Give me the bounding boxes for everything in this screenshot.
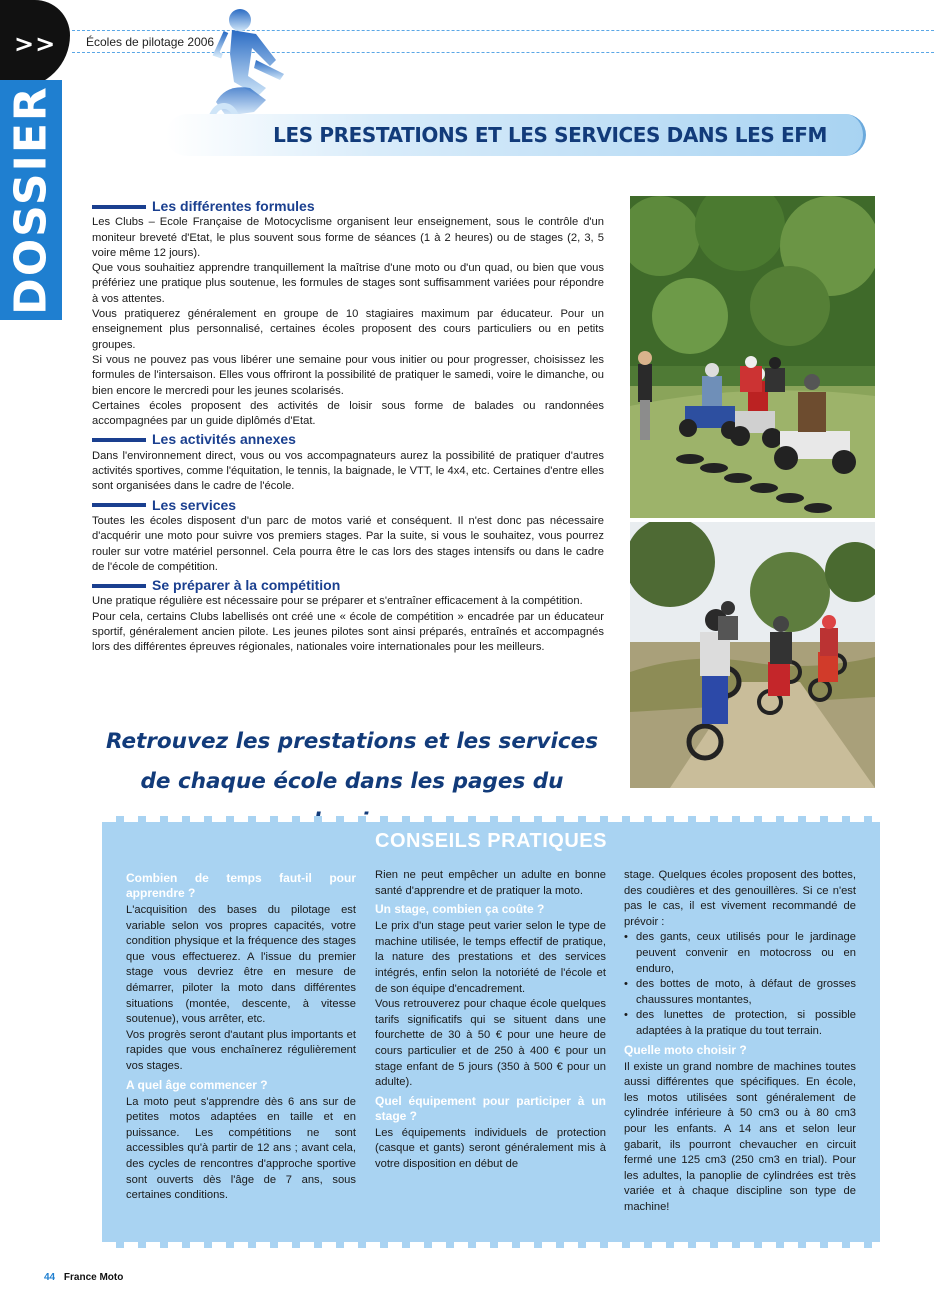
heading-rule xyxy=(92,503,146,507)
paragraph: Dans l'environnement direct, vous ou vos accompagnateurs aurez la possibilité de pratiquer d'autres activités sportives, comme l'équitation, le tennis, la baignade, le VTT, le 4x4, etc. Certaines d'entre elles sont organisées dans le cadre de l'école. xyxy=(92,449,604,493)
paragraph: Les Clubs – Ecole Française de Motocyclisme organisent leur enseignement, sous le contrôle d'un moniteur breveté d'Etat, le plus souvent sous forme de séances (1 à 2 heures) ou de stages (2, 3, 5 voire même 12 jours). xyxy=(92,216,604,259)
section-title: Les différentes formules xyxy=(152,198,315,214)
dossier-tab xyxy=(0,80,62,320)
tips-paragraph: Rien ne peut empêcher un adulte en bonne santé d'apprendre et de pratiquer la moto. xyxy=(375,869,606,897)
tips-question: A quel âge commencer ? xyxy=(126,1077,268,1092)
quad-group-photo xyxy=(630,196,875,518)
paragraph: Pour cela, certains Clubs labellisés ont créé une « école de compétition » encadrée par un éducateur sportif, généralement ancien pilote. Les jeunes pilotes sont ainsi préparés, entraînés et accompagnés lors des différentes épreuves régionales, nationales voire internationales pour les meilleurs. xyxy=(92,610,604,654)
tips-column-2 xyxy=(375,868,606,1173)
practical-tips-title: CONSEILS PRATIQUES xyxy=(375,830,607,852)
heading-rule xyxy=(92,584,146,588)
tips-column-3 xyxy=(624,868,856,1215)
tips-paragraph: Vos progrès seront d'autant plus importants et rapides que vous enchaînerez régulièrement vos stages. xyxy=(126,1028,356,1072)
section-title: Les activités annexes xyxy=(152,431,296,448)
dossier-label: DOSSIER xyxy=(5,85,57,315)
tips-paragraph: Le prix d'un stage peut varier selon le type de machine utilisée, le temps effectif de pratique, la nature des prestations et des services intégrés, enfin selon la notoriété de l'école et de son équipe d'encadrement. xyxy=(375,920,606,995)
heading-rule xyxy=(92,438,146,442)
paragraph: Une pratique régulière est nécessaire pour se préparer et s'entraîner efficacement à la compétition. xyxy=(92,595,583,608)
page-title: LES PRESTATIONS ET LES SERVICES DANS LES EFM xyxy=(273,123,827,147)
equipment-list xyxy=(624,930,856,1039)
section-heading xyxy=(92,199,604,214)
section-heading xyxy=(92,578,604,593)
section-title: Se préparer à la compétition xyxy=(152,577,341,594)
page-title-banner xyxy=(166,114,866,156)
section-arrow-badge xyxy=(0,0,70,88)
tips-paragraph: La moto peut s'apprendre dès 6 ans sur de petites motos adaptées en taille et en puissance. Les compétitions ne sont accessibles qu'à partir de 12 ans ; avant cela, des cycles de rencontres d'approche sportive sont ouverts dès l'âge de 7 ans, sous certaines conditions. xyxy=(126,1095,356,1202)
section-heading xyxy=(92,498,604,513)
main-article xyxy=(92,196,604,656)
paragraph: Vous pratiquerez généralement en groupe de 10 stagiaires maximum par éducateur. Pour un enseignement plus personnalisé, certaines écoles proposent des cours particuliers ou en petits groupes. xyxy=(92,308,604,351)
practical-tips-box xyxy=(102,816,880,1248)
paragraph: Certaines écoles proposent des activités de loisir sous forme de balades ou randonnées accompagnées par un guide diplômés d'Etat. xyxy=(92,399,604,428)
section-title: Les services xyxy=(152,496,237,513)
equipment-list-item: • des bottes de moto, à défaut de grosses chaussures montantes, xyxy=(624,977,856,1008)
callout-line-1: Retrouvez les prestations et les services xyxy=(105,729,599,754)
equipment-list-item: • des gants, ceux utilisés pour le jardinage peuvent convenir en motocross ou en enduro, xyxy=(624,930,856,977)
tips-paragraph: stage. Quelques écoles proposent des bottes, des coudières et des genouillères. Si ce n'est pas le cas, il est vivement recommandé de prévoir : xyxy=(624,869,856,928)
callout-line-2: de chaque école dans les pages du xyxy=(140,769,564,794)
tips-paragraph: Les équipements individuels de protection (casque et gants) seront généralement mis à votre disposition en début de xyxy=(375,1126,606,1170)
heading-rule xyxy=(92,205,146,209)
tips-question: Quelle moto choisir ? xyxy=(624,1042,747,1057)
page-footer xyxy=(44,1272,123,1283)
paragraph: Que vous souhaitiez apprendre tranquillement la maîtrise d'une moto ou d'un quad, ou bien que vous préfériez une pratique plus soutenue, les formules de stages sont suffisamment variées pour répondre à vos attentes. xyxy=(92,262,604,305)
tips-paragraph: Vous retrouverez pour chaque école quelques tarifs significatifs qui se situent dans une fourchette de 30 à 50 € pour une heure de cours particulier et de 250 à 400 € pour un stage enfant de 5 jours (350 à 500 € pour un adulte). xyxy=(375,998,606,1089)
paragraph: Si vous ne pouvez pas vous libérer une semaine pour vous initier ou pour progresser, choisissez les formules de l'intersaison. Elles vous offriront la possibilité de pratiquer le samedi, voire le dimanche, ou bien encore le mercredi pour les jeunes scolarisés. xyxy=(92,353,604,397)
magazine-name: France Moto xyxy=(63,1272,124,1283)
motocross-riders-photo xyxy=(630,522,875,788)
tips-paragraph: Il existe un grand nombre de machines toutes aussi différentes que spécifiques. En école, les motos utilisées sont généralement de cylindrée inférieure à 50 cm3 ou à 80 cm3 pour les enfants. A 14 ans et selon leur gabarit, ils pourront chevaucher en circuit fermé une 125 cm3 (250 cm3 en trial). Pour les adultes, la panoplie de cylindrées est très variée et à chaque discipline son type de machine! xyxy=(624,1060,856,1213)
tips-question: Un stage, combien ça coûte ? xyxy=(375,902,545,917)
section-label: Écoles de pilotage 2006 xyxy=(86,35,215,49)
arrow-label: >> xyxy=(14,30,57,58)
equipment-list-item: • des lunettes de protection, si possible adaptées à la pratique du tout terrain. xyxy=(624,1008,856,1039)
paragraph: Toutes les écoles disposent d'un parc de motos varié et conséquent. Il n'est donc pas nécessaire d'acquérir une moto pour suivre vos premiers stages. Par la suite, si vous le souhaitez, vous pourrez rouler sur votre matériel personnel. Cela pourra être le cas lors des stages intensifs ou dans le cadre de l'école de compétition. xyxy=(92,514,604,573)
tips-question: Quel équipement pour participer à un stage ? xyxy=(375,1093,606,1123)
tips-question: Combien de temps faut-il pour apprendre ? xyxy=(126,871,356,900)
section-heading xyxy=(92,432,604,447)
page-number: 44 xyxy=(44,1272,56,1283)
tips-column-1 xyxy=(126,868,356,1204)
tips-paragraph: L'acquisition des bases du pilotage est variable selon vos propres capacités, votre condition physique et la fréquence des stages que vous effectuerez. A l'issue du premier stage vous devriez être en mesure de démarrer, piloter la moto dans différentes situations (montée, descente, à vitesse soutenue), vous arrêter, etc. xyxy=(126,904,356,1026)
